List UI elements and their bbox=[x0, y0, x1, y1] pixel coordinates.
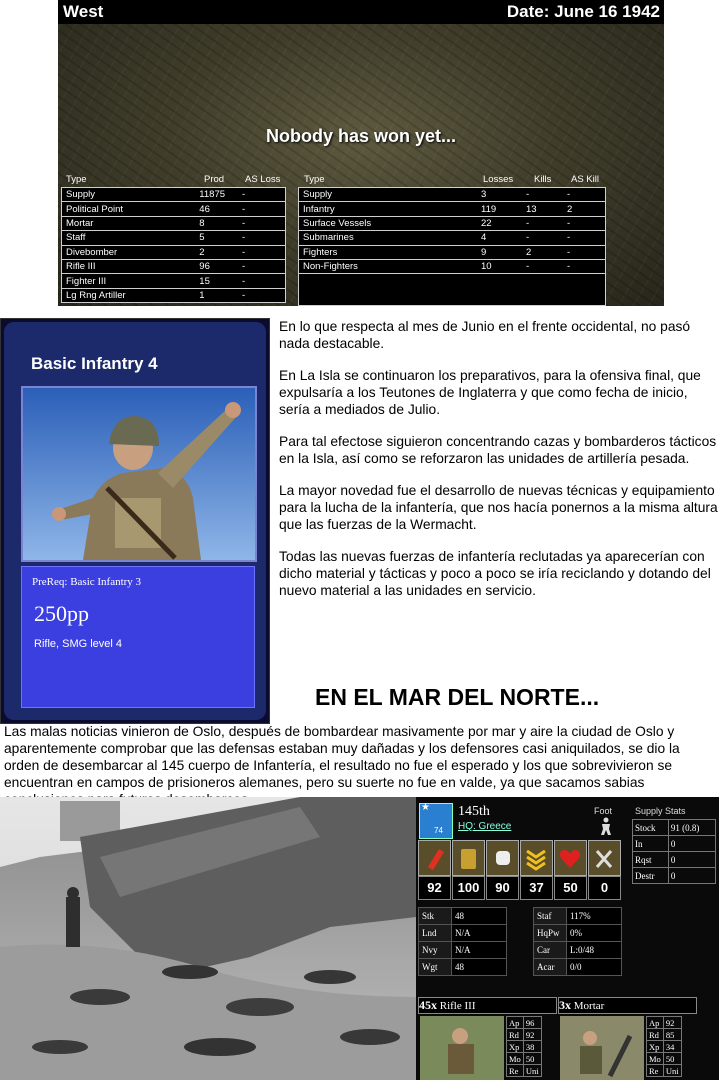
experience-value: 37 bbox=[520, 876, 553, 900]
unit-hq-link[interactable]: HQ: Greece bbox=[458, 821, 512, 832]
col-header-type: Type bbox=[66, 174, 87, 185]
table-row[interactable]: Rifle III 96 - bbox=[62, 259, 286, 273]
supply-stats-title: Supply Stats bbox=[635, 806, 686, 816]
squad-stats: Ap 92 Rd 85 Xp 34 Mo 50 Re Uni bbox=[646, 1016, 682, 1077]
tech-cost: 250pp bbox=[34, 601, 89, 626]
unit-stats-table bbox=[418, 907, 622, 976]
article-paragraph: Todas las nuevas fuerzas de infantería reclutadas ya aparecerían con dicho material y tácticas y poco a poco se iría reciclando y dotando del nuevo material a las unidades en servicio. bbox=[279, 549, 711, 598]
tools-icon[interactable] bbox=[588, 840, 621, 876]
table-row: Stock 91 (0.8) bbox=[633, 820, 716, 836]
unit-info-panel bbox=[416, 797, 719, 1080]
table-row[interactable]: Divebomber 2 - bbox=[62, 245, 286, 259]
unit-type-badge[interactable] bbox=[419, 803, 453, 839]
table-row: Nvy N/A Car L:0/48 bbox=[419, 942, 622, 959]
table-row[interactable]: Infantry 119 13 2 bbox=[299, 202, 606, 216]
table-row: Lnd N/A HqPw 0% bbox=[419, 925, 622, 942]
table-row: Destr 0 bbox=[633, 868, 716, 884]
artillery-shell-icon[interactable] bbox=[418, 840, 451, 876]
unit-name: 145th bbox=[458, 804, 490, 819]
article-paragraph: La mayor novedad fue el desarrollo de nuevas técnicas y equipamiento para la lucha de la infantería, que nos hacía ponernos a la misma altura que las fuerzas de la Wermacht. bbox=[279, 483, 718, 532]
tech-title: Basic Infantry 4 bbox=[31, 354, 158, 373]
tech-equipment: Rifle, SMG level 4 bbox=[34, 638, 123, 650]
star-icon: ★ bbox=[421, 802, 430, 813]
table-row[interactable]: Non-Fighters 10 - - bbox=[299, 259, 606, 273]
rifle-squad-image bbox=[420, 1016, 504, 1080]
squad-card-mortar[interactable] bbox=[558, 997, 695, 1080]
production-table bbox=[61, 174, 286, 303]
article-text bbox=[279, 318, 719, 614]
table-row[interactable]: Political Point 46 - bbox=[62, 202, 286, 216]
table-row[interactable]: Staff 5 - bbox=[62, 231, 286, 245]
squad-stats: Ap 96 Rd 92 Xp 38 Mo 50 Re Uni bbox=[506, 1016, 542, 1077]
col-header-as-loss: AS Loss bbox=[245, 174, 281, 185]
table-row: Stk 48 Staf 117% bbox=[419, 908, 622, 925]
fuel-value: 100 bbox=[452, 876, 485, 900]
squad-card-rifle[interactable] bbox=[418, 997, 555, 1080]
tech-card bbox=[0, 318, 270, 724]
table-row[interactable]: Supply 11875 - bbox=[62, 188, 286, 202]
beach-landing-photo bbox=[0, 797, 416, 1080]
col-header-as-kill: AS Kill bbox=[571, 174, 599, 185]
tech-card-frame bbox=[4, 322, 266, 720]
table-filler bbox=[299, 274, 606, 306]
morale-value: 50 bbox=[554, 876, 587, 900]
table-row[interactable]: Supply 3 - - bbox=[299, 188, 606, 202]
winner-status: Nobody has won yet... bbox=[265, 126, 457, 146]
table-row[interactable]: Lg Rng Artiller 1 - bbox=[62, 288, 286, 302]
chevron-rank-icon[interactable] bbox=[520, 840, 553, 876]
col-header-losses: Losses bbox=[483, 174, 514, 185]
movement-type: Foot bbox=[594, 806, 613, 816]
unit-level: 74 bbox=[434, 826, 443, 835]
report-header bbox=[58, 0, 664, 24]
heart-icon[interactable] bbox=[554, 840, 587, 876]
table-row[interactable]: Surface Vessels 22 - - bbox=[299, 216, 606, 230]
losses-table bbox=[298, 174, 614, 306]
table-row[interactable]: Submarines 4 - - bbox=[299, 231, 606, 245]
squad-header: 45x Rifle III bbox=[418, 997, 557, 1014]
article-paragraph: Las malas noticias vinieron de Oslo, después de bombardear masivamente por mar y aire la ciudad de Oslo y aparentemente comprobar que las defensas estaban muy dañadas y los defensores casi aniquilados, se dio la orden de desembarcar al 145 cuerpo de Infantería, el resultado no fue el esperado y los que sobrevivieron se encuentran en campos de prisioneros alemanes, pero su suerte no fue en valde, ya que sacamos sabias bbox=[4, 724, 680, 790]
col-header-prod: Prod bbox=[204, 174, 225, 185]
article-paragraph: En La Isla se continuaron los preparativos, para la ofensiva final, que expulsaría a los Teutones de Inglaterra y que como fecha de inicio, sería a mediados de Julio. bbox=[279, 368, 701, 417]
table-row[interactable]: Fighters 9 2 - bbox=[299, 245, 606, 259]
mortar-squad-image bbox=[560, 1016, 644, 1080]
squad-header: 3x Mortar bbox=[558, 997, 697, 1014]
col-header-kills: Kills bbox=[534, 174, 552, 185]
fist-icon[interactable] bbox=[486, 840, 519, 876]
section-heading: EN EL MAR DEL NORTE... bbox=[315, 684, 600, 710]
repair-value: 0 bbox=[588, 876, 621, 900]
ammo-value: 92 bbox=[418, 876, 451, 900]
table-row[interactable]: Fighter III 15 - bbox=[62, 274, 286, 288]
tech-prereq: PreReq: Basic Infantry 3 bbox=[32, 576, 142, 588]
article-paragraph: Para tal efectose siguieron concentrando cazas y bombarderos tácticos en la Isla, así como se reforzaron las unidades de artillería pesada. bbox=[279, 434, 717, 466]
table-row: Rqst 0 bbox=[633, 852, 716, 868]
supply-stats-table bbox=[632, 819, 716, 884]
readiness-value: 90 bbox=[486, 876, 519, 900]
tech-info-panel bbox=[21, 566, 255, 708]
soldier-icon bbox=[598, 817, 614, 835]
table-row: In 0 bbox=[633, 836, 716, 852]
table-row: Wgt 48 Acar 0/0 bbox=[419, 959, 622, 976]
fuel-can-icon[interactable] bbox=[452, 840, 485, 876]
infantry-soldier-image bbox=[21, 386, 257, 562]
report-date: Date: June 16 1942 bbox=[506, 2, 660, 21]
article-paragraph: En lo que respecta al mes de Junio en el frente occidental, no pasó nada destacable. bbox=[279, 319, 691, 351]
table-row[interactable]: Mortar 8 - bbox=[62, 216, 286, 230]
game-report-screen bbox=[58, 0, 664, 306]
col-header-type: Type bbox=[304, 174, 325, 185]
region-name: West bbox=[63, 2, 104, 21]
